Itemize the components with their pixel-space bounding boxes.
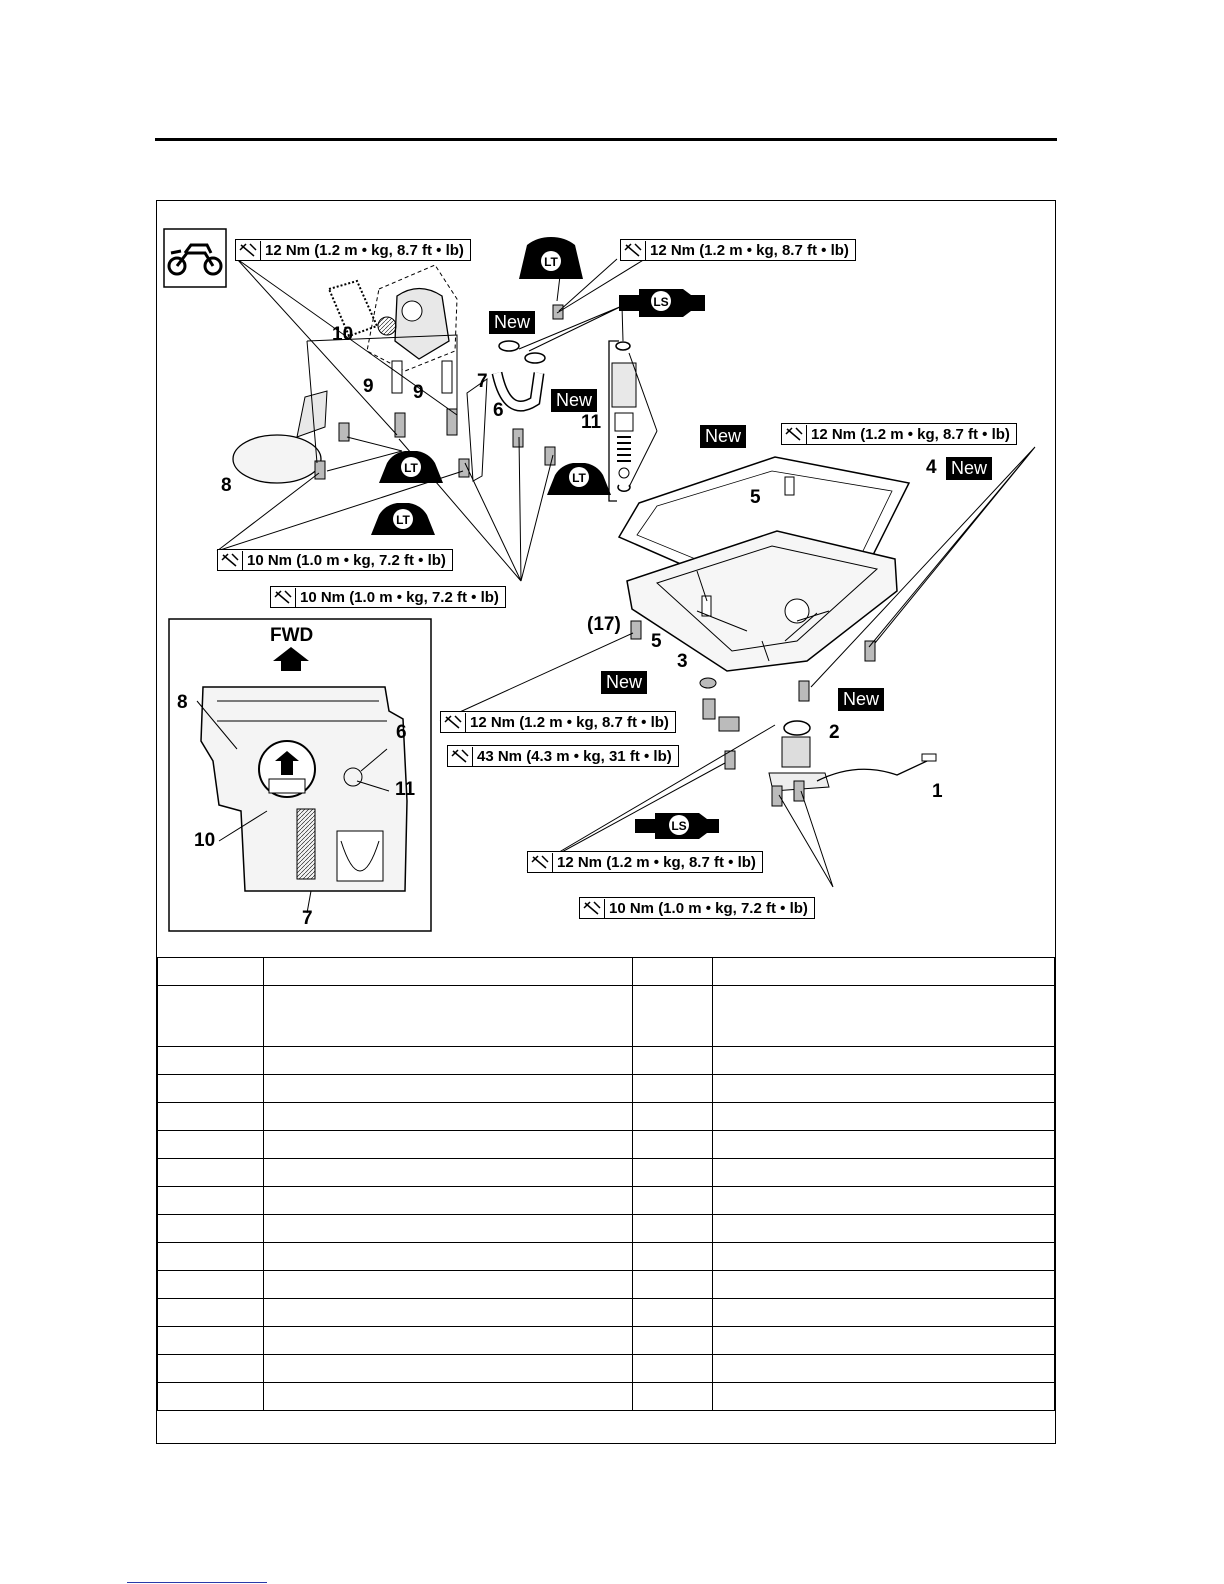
- footer-link-line: [127, 1582, 267, 1583]
- new-part-badge: New: [489, 311, 535, 334]
- torque-wrench-icon: [218, 551, 243, 570]
- table-row: [158, 1131, 1055, 1159]
- table-row: [158, 1047, 1055, 1075]
- torque-wrench-icon: [271, 588, 296, 607]
- table-row: [158, 1159, 1055, 1187]
- callout-number: 11: [395, 779, 416, 800]
- table-row: [158, 1383, 1055, 1411]
- diagram-linework: [157, 201, 1055, 957]
- svg-text:LT: LT: [404, 461, 418, 475]
- callout-number: 7: [477, 371, 488, 392]
- callout-number: 10: [332, 324, 354, 345]
- svg-text:LT: LT: [544, 255, 558, 269]
- new-part-badge: New: [946, 457, 992, 480]
- callout-number: 2: [829, 722, 840, 743]
- torque-wrench-icon: [621, 241, 646, 260]
- callout-number: 6: [396, 722, 407, 743]
- torque-spec-label: 10 Nm (1.0 m • kg, 7.2 ft • lb): [579, 897, 815, 919]
- callout-number: 5: [750, 487, 761, 508]
- new-part-badge: New: [551, 389, 597, 412]
- table-row: [158, 1299, 1055, 1327]
- callout-number: 9: [413, 382, 424, 403]
- torque-wrench-icon: [236, 241, 261, 260]
- table-row: [158, 1215, 1055, 1243]
- table-row: [158, 1243, 1055, 1271]
- parts-table: [157, 957, 1055, 1411]
- table-row: [158, 1187, 1055, 1215]
- callout-number: 1: [932, 781, 943, 802]
- header-rule: [155, 138, 1057, 141]
- torque-spec-label: 12 Nm (1.2 m • kg, 8.7 ft • lb): [620, 239, 856, 261]
- table-row: [158, 1327, 1055, 1355]
- callout-number: 8: [221, 475, 232, 496]
- lt-bottle-icon: [519, 237, 583, 279]
- callout-number: 3: [677, 651, 688, 672]
- ls-grease-icon: [635, 813, 719, 839]
- ls-grease-icon: [619, 289, 705, 317]
- torque-wrench-icon: [441, 713, 466, 732]
- callout-number: 10: [194, 830, 216, 851]
- callout-number: 5: [651, 631, 662, 652]
- diagram-frame: [156, 200, 1056, 1444]
- callout-number: 4: [926, 457, 937, 478]
- callout-number: 11: [581, 412, 602, 433]
- svg-text:LS: LS: [671, 819, 687, 833]
- callout-number: 7: [302, 908, 313, 929]
- bolt-count-label: (17): [587, 614, 621, 635]
- torque-spec-label: 12 Nm (1.2 m • kg, 8.7 ft • lb): [235, 239, 471, 261]
- table-row: [158, 986, 1055, 1047]
- torque-spec-label: 12 Nm (1.2 m • kg, 8.7 ft • lb): [440, 711, 676, 733]
- svg-text:LS: LS: [653, 295, 669, 309]
- oil-pan-exploded-diagram: [157, 201, 1055, 957]
- callout-number: 6: [493, 400, 504, 421]
- torque-spec-label: 10 Nm (1.0 m • kg, 7.2 ft • lb): [217, 549, 453, 571]
- table-row: [158, 1271, 1055, 1299]
- table-header-row: [158, 958, 1055, 986]
- new-part-badge: New: [601, 671, 647, 694]
- fwd-label: FWD: [270, 625, 314, 646]
- new-part-badge: New: [838, 688, 884, 711]
- svg-text:LT: LT: [572, 471, 586, 485]
- torque-spec-label: 43 Nm (4.3 m • kg, 31 ft • lb): [447, 745, 679, 767]
- new-part-badge: New: [700, 425, 746, 448]
- lt-bottle-icon: [379, 451, 443, 483]
- torque-spec-label: 12 Nm (1.2 m • kg, 8.7 ft • lb): [781, 423, 1017, 445]
- lt-bottle-icon: [371, 503, 435, 535]
- callout-number: 8: [177, 692, 188, 713]
- bottom-view-inset: [169, 619, 431, 931]
- lt-bottle-icon: [547, 463, 611, 495]
- motorcycle-icon: [164, 229, 226, 287]
- torque-wrench-icon: [580, 899, 605, 918]
- table-row: [158, 1075, 1055, 1103]
- table-row: [158, 1103, 1055, 1131]
- torque-wrench-icon: [448, 747, 473, 766]
- torque-wrench-icon: [528, 853, 553, 872]
- torque-wrench-icon: [782, 425, 807, 444]
- callout-number: 9: [363, 376, 374, 397]
- table-row: [158, 1355, 1055, 1383]
- torque-spec-label: 12 Nm (1.2 m • kg, 8.7 ft • lb): [527, 851, 763, 873]
- svg-text:LT: LT: [396, 513, 410, 527]
- torque-spec-label: 10 Nm (1.0 m • kg, 7.2 ft • lb): [270, 586, 506, 608]
